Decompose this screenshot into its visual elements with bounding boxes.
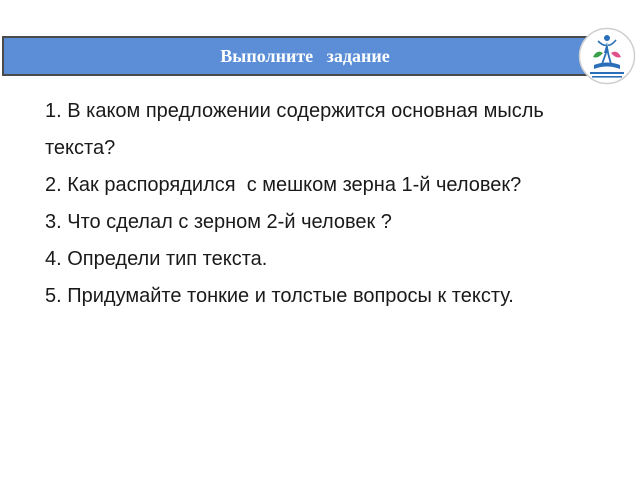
task-item-5: 5. Придумайте тонкие и толстые вопросы к тексту. [45, 285, 514, 307]
task-item-3: 3. Что сделал с зерном 2-й человек ? [45, 211, 392, 233]
page-title: Выполните задание [220, 45, 390, 66]
title-bar [2, 36, 614, 76]
task-list [45, 93, 605, 315]
task-item-4: 4. Определи тип текста. [45, 248, 268, 270]
logo [578, 27, 636, 85]
task-item-2: 2. Как распорядился с мешком зерна 1-й человек? [45, 174, 522, 196]
task-item-1: 1. В каком предложении содержится основная мысль текста? [45, 100, 550, 159]
school-emblem-icon [578, 27, 636, 85]
